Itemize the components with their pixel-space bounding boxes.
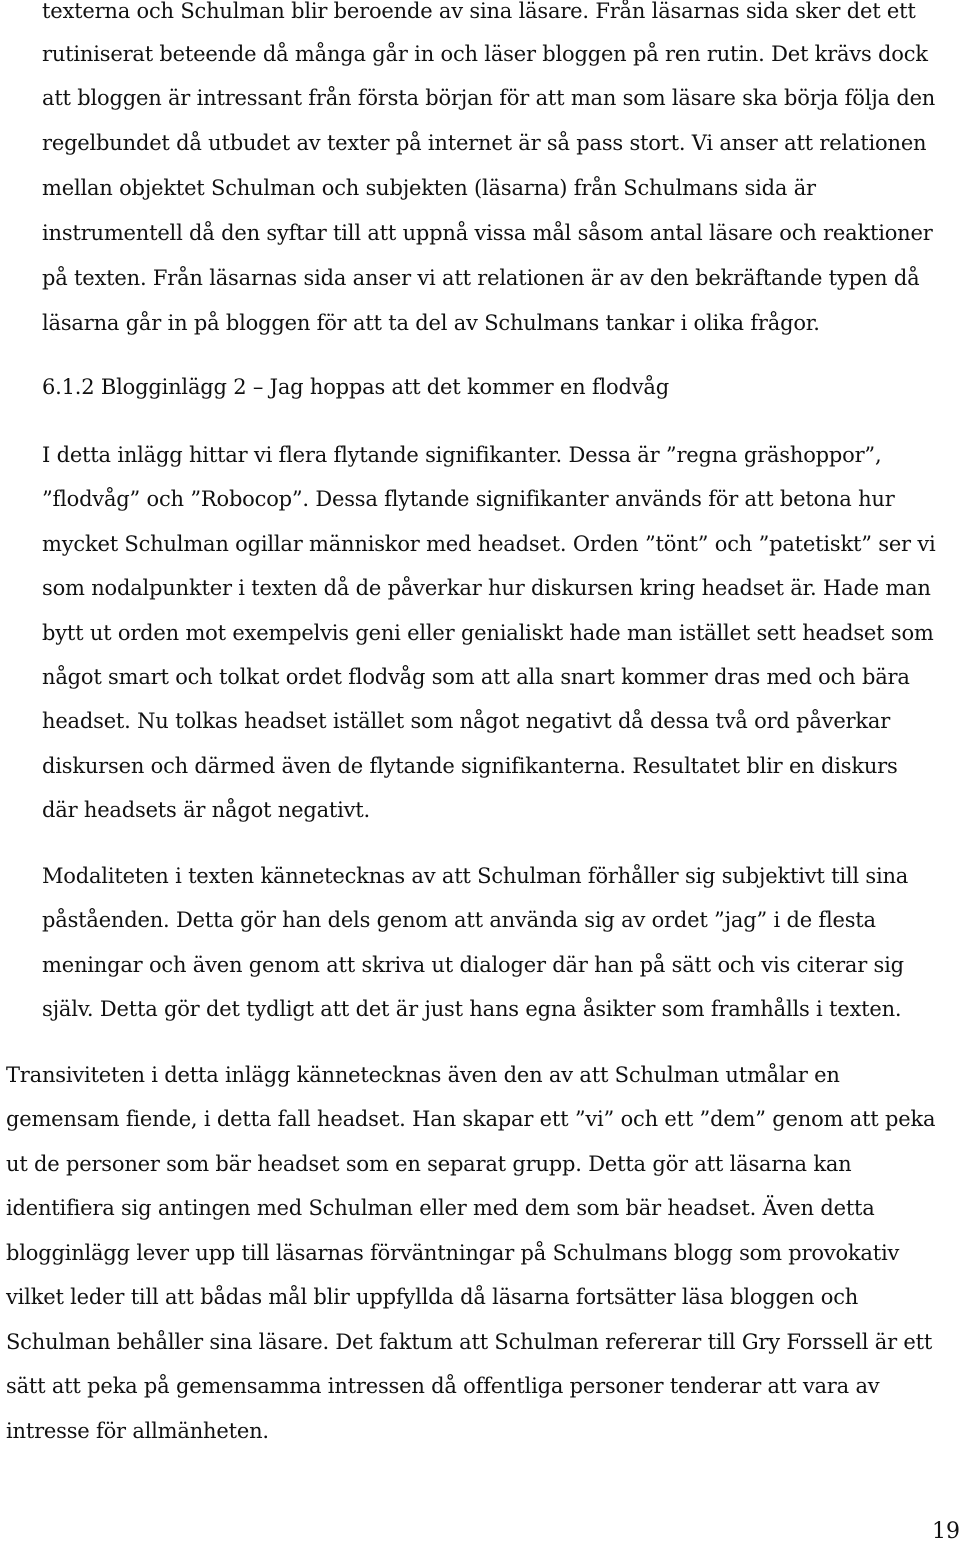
text-line: Schulman behåller sina läsare. Det faktum att Schulman refererar till Gry Forssell är ett (6, 1330, 933, 1354)
text-line: själv. Detta gör det tydligt att det är just hans egna åsikter som framhålls i texten. (42, 997, 902, 1021)
text-line: instrumentell då den syftar till att uppnå vissa mål såsom antal läsare och reaktioner (42, 221, 933, 245)
text-line: regelbundet då utbudet av texter på internet är så pass stort. Vi anser att relationen (42, 131, 927, 155)
text-line: bytt ut orden mot exempelvis geni eller genialiskt hade man istället sett headset som (42, 621, 934, 645)
text-line: I detta inlägg hittar vi flera flytande signifikanter. Dessa är ”regna gräshoppor”, (42, 443, 882, 467)
text-line: sätt att peka på gemensamma intressen då offentliga personer tenderar att vara av (6, 1374, 880, 1398)
text-line: läsarna går in på bloggen för att ta del av Schulmans tankar i olika frågor. (42, 311, 820, 335)
text-line: där headsets är något negativt. (42, 798, 371, 822)
text-line: headset. Nu tolkas headset istället som något negativt då dessa två ord påverkar (42, 709, 891, 733)
text-line: vilket leder till att bådas mål blir uppfyllda då läsarna fortsätter läsa bloggen och (6, 1285, 859, 1309)
text-line: Modaliteten i texten kännetecknas av att Schulman förhåller sig subjektivt till sina (42, 864, 909, 888)
text-line: påståenden. Detta gör han dels genom att använda sig av ordet ”jag” i de flesta (42, 908, 876, 932)
text-line: som nodalpunkter i texten då de påverkar hur diskursen kring headset är. Hade man (42, 576, 931, 600)
text-line: meningar och även genom att skriva ut dialoger där han på sätt och vis citerar sig (42, 953, 904, 977)
text-line: blogginlägg lever upp till läsarnas förväntningar på Schulmans blogg som provokativ (6, 1241, 900, 1265)
text-line: intresse för allmänheten. (6, 1419, 269, 1443)
text-line: mycket Schulman ogillar människor med headset. Orden ”tönt” och ”patetiskt” ser vi (42, 532, 936, 556)
text-line: något smart och tolkat ordet flodvåg som att alla snart kommer dras med och bära (42, 665, 910, 689)
text-line: att bloggen är intressant från första början för att man som läsare ska börja följa den (42, 86, 936, 110)
text-line: diskursen och därmed även de flytande signifikanterna. Resultatet blir en diskurs (42, 754, 898, 778)
text-line: på texten. Från läsarnas sida anser vi att relationen är av den bekräftande typen då (42, 266, 920, 290)
text-line: ”flodvåg” och ”Robocop”. Dessa flytande signifikanter används för att betona hur (42, 487, 895, 511)
text-line: Transiviteten i detta inlägg kännetecknas även den av att Schulman utmålar en (6, 1063, 840, 1087)
text-line: identifiera sig antingen med Schulman eller med dem som bär headset. Även detta (6, 1196, 875, 1220)
text-line: mellan objektet Schulman och subjekten (läsarna) från Schulmans sida är (42, 176, 816, 200)
section-heading: 6.1.2 Blogginlägg 2 – Jag hoppas att det kommer en flodvåg (42, 375, 669, 399)
text-line: gemensam fiende, i detta fall headset. Han skapar ett ”vi” och ett ”dem” genom att peka (6, 1107, 936, 1131)
text-line: rutiniserat beteende då många går in och läser bloggen på ren rutin. Det krävs dock (42, 42, 928, 66)
text-line: ut de personer som bär headset som en separat grupp. Detta gör att läsarna kan (6, 1152, 852, 1176)
page-number: 19 (932, 1519, 960, 1544)
text-line: texterna och Schulman blir beroende av sina läsare. Från läsarnas sida sker det ett (42, 0, 916, 23)
